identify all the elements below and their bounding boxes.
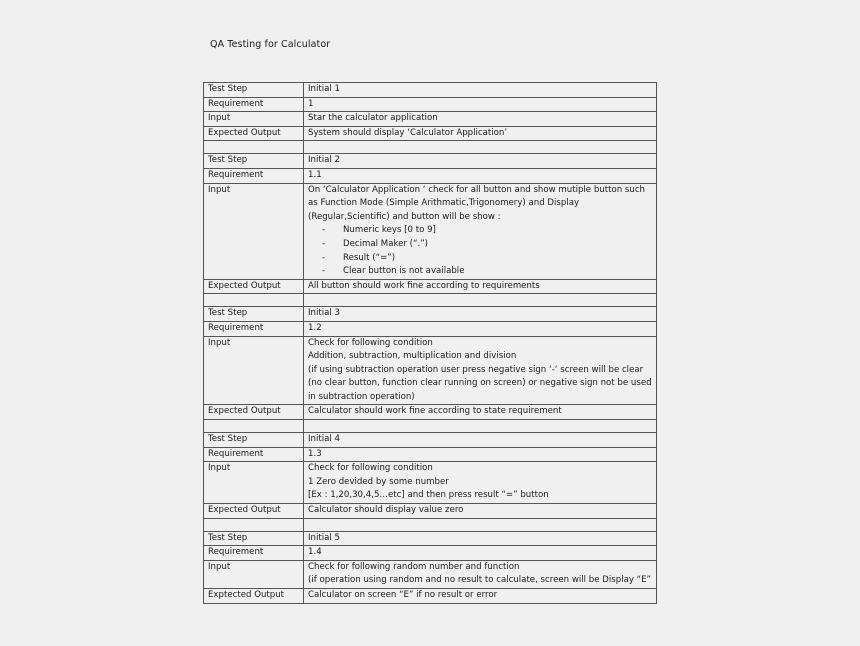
spacer-cell [204,141,304,154]
table-row [204,433,657,448]
bullet-item [308,238,652,252]
spacer-cell [304,141,657,154]
test-step-value: Initial 4 [304,433,657,448]
table-row [204,447,657,462]
spacer-cell [304,294,657,307]
test-step-value: Initial 2 [304,154,657,169]
bullet-dash: - [322,266,326,277]
qa-test-table [203,82,657,604]
input-label: Input [204,112,304,127]
expected-output-value: Calculator should work fine according to state requirement [304,405,657,420]
document-title: QA Testing for Calculator [210,39,331,50]
requirement-value: 1 [304,97,657,112]
input-value [304,462,657,504]
test-step-label: Test Step [204,531,304,546]
table-row [204,279,657,294]
input-line: Check for following condition [308,337,433,348]
test-step-label: Test Step [204,154,304,169]
table-row [204,183,657,279]
input-line: [Ex : 1,20,30,4,5…etc] and then press result “=” button [308,490,549,501]
bullet-item [308,224,652,238]
bullet-dash: - [322,238,326,249]
table-row [204,546,657,561]
table-row [204,336,657,405]
input-line: On ‘Calculator Application ‘ check for all button and show mutiple button such as Function Mode (Simple Arithmatic,Trigonomery) and Display (Regular,Scientific) and button will be show : [308,184,645,222]
expected-output-label: Exptected Output [204,589,304,604]
input-value [304,112,657,127]
test-step-value: Initial 5 [304,531,657,546]
input-line: Star the calculator application [308,113,438,124]
input-label: Input [204,183,304,279]
bullet-dash: - [322,252,326,263]
bullet-text: Decimal Maker (“.”) [343,238,429,249]
table-row [204,560,657,588]
bullet-text: Result (“=”) [343,252,396,263]
input-value [304,560,657,588]
expected-output-value: Calculator should display value zero [304,504,657,519]
requirement-value: 1.3 [304,447,657,462]
expected-output-value: Calculator on screen “E” if no result or error [304,589,657,604]
input-line: 1 Zero devided by some number [308,476,449,487]
test-step-label: Test Step [204,83,304,98]
spacer-cell [304,420,657,433]
requirement-label: Requirement [204,447,304,462]
input-line: Check for following condition [308,463,433,474]
spacer-row [204,420,657,433]
bullet-text: Clear button is not available [343,266,465,277]
requirement-label: Requirement [204,321,304,336]
table-row [204,462,657,504]
test-step-label: Test Step [204,433,304,448]
expected-output-label: Expected Output [204,126,304,141]
spacer-cell [304,518,657,531]
bullet-text: Numeric keys [0 to 9] [343,225,436,236]
expected-output-label: Expected Output [204,405,304,420]
input-label: Input [204,462,304,504]
input-line: Addition, subtraction, multiplication and division [308,351,517,362]
spacer-cell [204,518,304,531]
spacer-cell [204,294,304,307]
requirement-label: Requirement [204,168,304,183]
table-row [204,168,657,183]
expected-output-value: System should display ‘Calculator Application’ [304,126,657,141]
bullet-item [308,265,652,279]
expected-output-label: Expected Output [204,279,304,294]
table-row [204,504,657,519]
bullet-dash: - [322,225,326,236]
test-step-value: Initial 3 [304,307,657,322]
expected-output-value: All button should work fine according to requirements [304,279,657,294]
table-row [204,405,657,420]
requirement-label: Requirement [204,97,304,112]
requirement-label: Requirement [204,546,304,561]
requirement-value: 1.4 [304,546,657,561]
table-row [204,97,657,112]
requirement-value: 1.2 [304,321,657,336]
spacer-row [204,518,657,531]
bullet-item [308,252,652,266]
table-row [204,126,657,141]
test-step-label: Test Step [204,307,304,322]
spacer-row [204,141,657,154]
requirement-value: 1.1 [304,168,657,183]
input-value [304,183,657,279]
table-row [204,154,657,169]
input-line: Check for following random number and function [308,561,520,572]
table-row [204,589,657,604]
input-line: (if using subtraction operation user press negative sign ‘-‘ screen will be clear (no clear button, function clear running on screen) or negative sign not be used in subtraction operation) [308,364,652,402]
spacer-cell [204,420,304,433]
input-line: (if operation using random and no result to calculate, screen will be Display “E” [308,575,651,586]
expected-output-label: Expected Output [204,504,304,519]
input-label: Input [204,560,304,588]
spacer-row [204,294,657,307]
table-row [204,112,657,127]
table-row [204,307,657,322]
table-row [204,321,657,336]
input-label: Input [204,336,304,405]
table-row [204,531,657,546]
input-value [304,336,657,405]
table-row [204,83,657,98]
test-step-value: Initial 1 [304,83,657,98]
